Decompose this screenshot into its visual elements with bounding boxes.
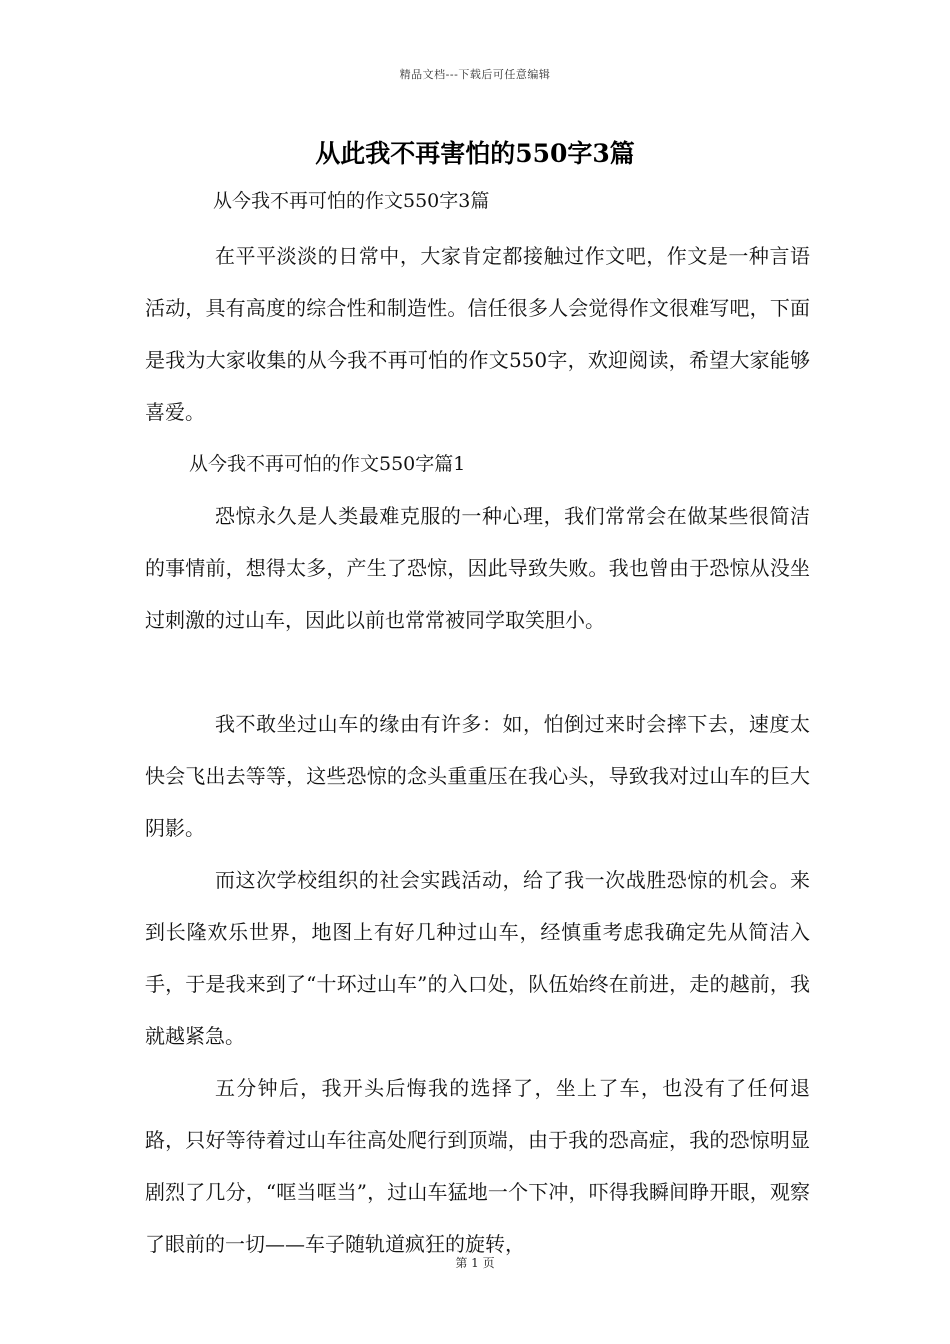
page-number: 第 1 页 — [455, 1256, 495, 1270]
paragraph-spacer — [145, 646, 810, 698]
page-header: 精品文档---下载后可任意编辑 — [399, 68, 551, 81]
body-paragraph: 我不敢坐过山车的缘由有许多：如，怕倒过来时会摔下去，速度太快会飞出去等等，这些恐惊的念头重重压在我心头，导致我对过山车的巨大阴影。 — [145, 712, 810, 840]
section-heading: 从今我不再可怕的作文550字篇1 — [189, 453, 466, 475]
body-paragraph: 五分钟后，我开头后悔我的选择了，坐上了车，也没有了任何退路，只好等待着过山车往高处爬行到顶端，由于我的恐高症，我的恐惊明显剧烈了几分，“哐当哐当”，过山车猛地一个下冲，吓得我瞬间睁开眼，观察了眼前的一切——车子随轨道疯狂的旋转， — [145, 1076, 810, 1256]
body-paragraph: 恐惊永久是人类最难克服的一种心理，我们常常会在做某些很简洁的事情前，想得太多，产生了恐惊，因此导致失败。我也曾由于恐惊从没坐过刺激的过山车，因此以前也常常被同学取笑胆小。 — [145, 504, 810, 632]
document-title: 从此我不再害怕的550字3篇 — [315, 139, 635, 168]
document-subtitle: 从今我不再可怕的作文550字3篇 — [213, 190, 490, 212]
body-paragraph: 而这次学校组织的社会实践活动，给了我一次战胜恐惊的机会。来到长隆欢乐世界，地图上有好几种过山车，经慎重考虑我确定先从简洁入手，于是我来到了“十环过山车”的入口处，队伍始终在前进，走的越前，我就越紧急。 — [145, 868, 810, 1048]
document-body — [145, 230, 810, 1270]
intro-paragraph: 在平平淡淡的日常中，大家肯定都接触过作文吧，作文是一种言语活动，具有高度的综合性和制造性。信任很多人会觉得作文很难写吧，下面是我为大家收集的从今我不再可怕的作文550字，欢迎阅读，希望大家能够喜爱。 — [145, 244, 810, 424]
